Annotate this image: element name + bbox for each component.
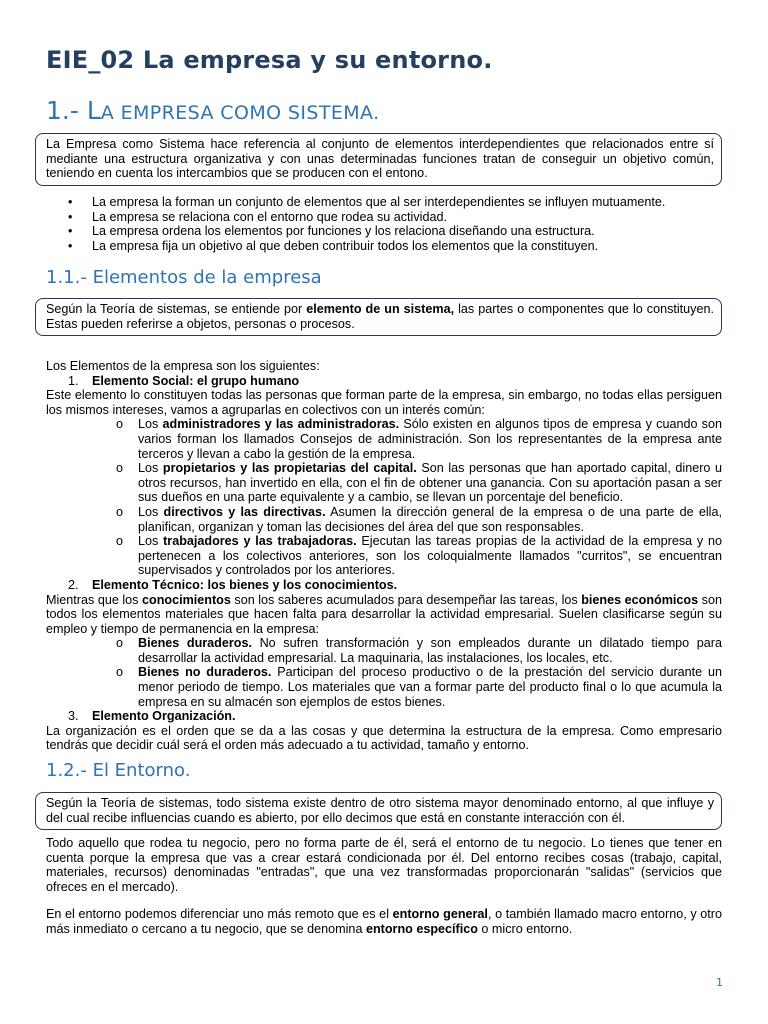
element-1-sublist [46,417,722,578]
bold-term: directivos y las directivas. [163,504,326,519]
definition-box-environment [35,792,722,830]
bold-term: Bienes duraderos. [138,636,252,651]
page-number: 1 [716,976,723,989]
section-heading-1-2: 1.2.- El Entorno. [46,760,191,781]
definition-text-system: La Empresa como Sistema hace referencia al conjunto de elementos interdependientes que relacionados entre sí mediante una estructura organizativa y con unas determinadas funciones tratan de conseguir un objetivo común, teniendo en cuenta los intercambios que se producen con el entono. [46,137,714,181]
text-span: las partes o componentes que lo constituyen. Estas pueden referirse a objetos, personas o procesos. [46,302,714,331]
text-span: Los [138,504,164,519]
element-2-intro [46,593,722,637]
element-3-text: La organización es el orden que se da a las cosas y que determina la estructura de la empresa. Como empresario tendrás que decidir cuál será el orden más adecuado a tu actividad, tamaño y entorno. [46,723,722,753]
text-span: Son las personas que han aportado capital, dinero u otros recursos, han invertido en ella, con el fin de obtener una ganancia. Con su aportación pasan a ser sus dueños en una parte equivalente y a cambio, se llevan un porcentaje del beneficio. [138,461,722,505]
element-3-heading [46,709,722,724]
text-span: Los [138,534,164,549]
bullet-item: • La empresa ordena los elementos por funciones y los relaciona diseñando una estructura. [46,224,722,239]
sublist-item [46,505,722,534]
section-heading-1 [46,96,380,125]
elements-intro: Los Elementos de la empresa son los siguientes: [46,359,320,373]
text-span: Ejecutan las tareas propias de la actividad de la empresa y no pertenecen a los colectivos anteriores, son los coloquialmente llamados "curritos", se encuentran supervisados y controlados por los anteriores. [138,534,722,578]
element-2-title: Elemento Técnico: los bienes y los conocimientos. [92,577,398,592]
element-1-intro: Este elemento lo constituyen todas las personas que forman parte de la empresa, sin embargo, no todas ellas persiguen los mismos intereses, vamos a agruparlas en colectivos con un interés común: [46,388,722,417]
list-number: 1. [68,373,79,388]
element-1-heading [46,374,722,389]
sublist-item [46,534,722,578]
bullet-list [46,195,722,253]
text-span: Participan del proceso productivo o de la prestación del servicio durante un menor periodo de tiempo. Los materiales que van a formar parte del producto final o lo que acumula la empresa en su almacén son ejemplos de estos bienes. [138,665,722,709]
text-span: Sólo existen en algunos tipos de empresa y cuando son varios forman los llamados Consejos de administración. Son los representantes de la empresa ante terceros y llevan a cabo la gestión de la empresa. [138,417,722,461]
sublist-item [46,636,722,665]
list-number: 3. [68,709,79,724]
element-1-title: Elemento Social: el grupo humano [92,373,300,388]
text-span: Los [138,461,163,476]
element-2-sublist [46,636,722,709]
environment-paragraph-1 [46,836,722,894]
section-heading-1-1: 1.1.- Elementos de la empresa [46,267,322,288]
bold-term: administradores y las administradoras. [162,417,400,432]
text-span: En el entorno podemos diferenciar uno más remoto que es el [46,907,393,921]
text-span: Los [138,417,163,432]
text-span: No sufren transformación y son empleados durante un dilatado tiempo para desarrollar la actividad empresarial. La maquinaria, las instalaciones, los locales, etc. [138,636,722,665]
text-span: Asumen la dirección general de la empresa o de una parte de ella, planifican, organizan y toman las decisiones del área del que son responsables. [138,504,722,534]
definition-text-environment: Según la Teoría de sistemas, todo sistema existe dentro de otro sistema mayor denominado entorno, al que influye y del cual recibe influencias cuando es abierto, por ello decimos que está en constante interacción con él. [46,796,714,825]
definition-text-element [46,302,714,331]
environment-paragraph-2 [46,907,722,936]
section-heading-1-rest: A EMPRESA COMO SISTEMA. [100,102,380,124]
section-heading-1-num: 1.- L [46,96,101,125]
bold-term: entorno específico [365,921,478,936]
paragraph-text: Todo aquello que rodea tu negocio, pero no forma parte de él, será el entorno de tu negocio. Lo tienes que tener en cuenta porque la empresa que vas a crear estará condicionada por él. Del entorno recibes cosas (trabajo, capital, materiales, recursos) denominadas "entradas", que una vez transformadas proporcionarán "salidas" (servicios que ofreces en el mercado). [46,836,722,894]
bullet-item: • La empresa se relaciona con el entorno que rodea su actividad. [46,210,722,225]
definition-box-system [35,133,722,186]
text-span: o micro entorno. [477,921,573,936]
bold-term: entorno general [392,907,488,921]
list-number: 2. [68,577,79,592]
bullet-item: • La empresa la forman un conjunto de elementos que al ser interdependientes se influyen mutuamente. [46,195,722,210]
sublist-item [46,665,722,709]
bullet-item: • La empresa fija un objetivo al que deben contribuir todos los elementos que la constituyen. [46,239,722,254]
element-3-title: Elemento Organización. [92,709,236,724]
sublist-item [46,417,722,461]
definition-box-element [35,298,722,336]
text-span: Según la Teoría de sistemas, se entiende por [46,302,307,316]
text-span: son todos los elementos materiales que hacen falta para desarrollar la actividad empresarial. Suelen clasificarse según su empleo y tiempo de permanencia en la empresa: [46,592,722,636]
bold-term: elemento de un sistema, [306,302,455,316]
bold-term: Bienes no duraderos. [138,665,272,680]
text-span: Mientras que los [46,592,142,607]
paragraph-text [46,907,722,936]
bold-term: propietarios y las propietarias del capital. [162,461,417,476]
document-title: EIE_02 La empresa y su entorno. [46,46,493,74]
bold-term: conocimientos [142,592,231,607]
element-2-heading [46,578,722,593]
sublist-item [46,461,722,505]
bold-term: bienes económicos [581,592,699,607]
text-span: , o también llamado macro entorno, y otro más inmediato o cercano a tu negocio, que se denomina [46,907,722,936]
bold-term: trabajadores y las trabajadoras. [163,534,357,549]
elements-section [46,359,722,753]
text-span: son los saberes acumulados para desempeñar las tareas, los [230,592,582,607]
